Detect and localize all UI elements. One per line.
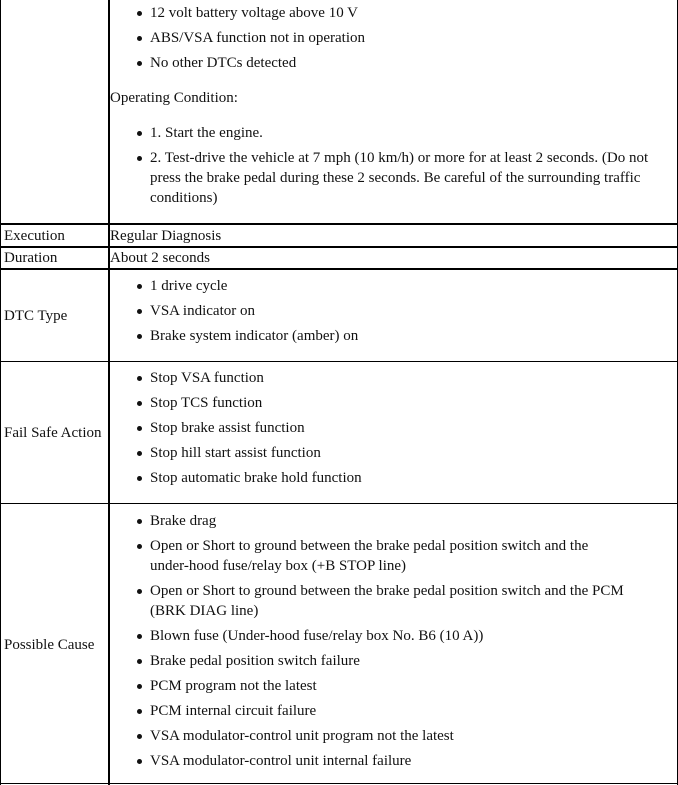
execution-value: Regular Diagnosis [110, 228, 222, 244]
list-item: Stop brake assist function [110, 418, 670, 438]
dtc-type-list [110, 276, 670, 346]
list-item: VSA indicator on [110, 301, 670, 321]
duration-value: About 2 seconds [110, 250, 210, 266]
execution-label: Execution [4, 228, 65, 244]
list-item: 1. Start the engine. [110, 123, 650, 143]
operating-steps-list [110, 123, 650, 208]
list-item: Brake pedal position switch failure [110, 651, 630, 671]
table-left-border [0, 0, 1, 785]
list-item: ABS/VSA function not in operation [110, 28, 670, 48]
row-divider [0, 503, 678, 504]
list-item: Brake drag [110, 511, 630, 531]
list-item: Open or Short to ground between the brake pedal position switch and the under-hood fuse/relay box (+B STOP line) [110, 536, 630, 576]
operating-condition-label: Operating Condition: [110, 90, 238, 106]
fail-safe-list [110, 368, 670, 488]
row-divider [0, 268, 678, 270]
list-item: PCM program not the latest [110, 676, 630, 696]
possible-cause-list [110, 511, 630, 771]
list-item: 1 drive cycle [110, 276, 670, 296]
list-item: 12 volt battery voltage above 10 V [110, 3, 670, 23]
row-divider [0, 361, 678, 362]
row-divider [0, 246, 678, 248]
duration-label: Duration [4, 250, 58, 266]
possible-cause-label: Possible Cause [4, 637, 95, 653]
list-item: VSA modulator-control unit internal failure [110, 751, 630, 771]
list-item: 2. Test-drive the vehicle at 7 mph (10 km/h) or more for at least 2 seconds. (Do not press the brake pedal during these 2 seconds. Be careful of the surrounding traffic conditions) [110, 148, 650, 208]
possible-cause-cell [110, 511, 630, 776]
dtc-type-cell [110, 276, 670, 351]
table-bottom-border [0, 783, 678, 784]
row-divider [0, 223, 678, 225]
list-item: Blown fuse (Under-hood fuse/relay box No. B6 (10 A)) [110, 626, 630, 646]
list-item: Stop TCS function [110, 393, 670, 413]
fail-safe-cell [110, 368, 670, 493]
list-item: Stop automatic brake hold function [110, 468, 670, 488]
conditions-list [110, 3, 670, 73]
dtc-type-label: DTC Type [4, 308, 68, 324]
fail-safe-label: Fail Safe Action [4, 425, 102, 441]
operating-steps-cell [110, 123, 650, 213]
list-item: No other DTCs detected [110, 53, 670, 73]
list-item: Brake system indicator (amber) on [110, 326, 670, 346]
list-item: Open or Short to ground between the brake pedal position switch and the PCM (BRK DIAG line) [110, 581, 630, 621]
conditions-cell [110, 3, 670, 78]
list-item: VSA modulator-control unit program not the latest [110, 726, 630, 746]
list-item: Stop VSA function [110, 368, 670, 388]
list-item: PCM internal circuit failure [110, 701, 630, 721]
list-item: Stop hill start assist function [110, 443, 670, 463]
